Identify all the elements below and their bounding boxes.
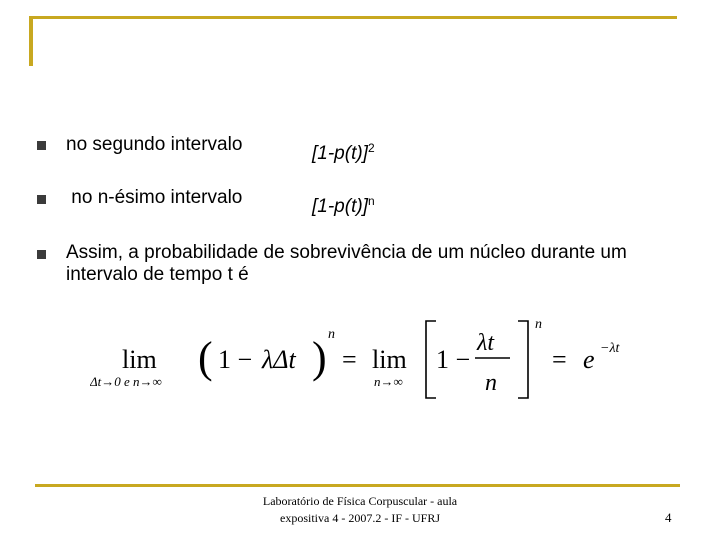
- bullet-2-label: no n-ésimo intervalo: [66, 187, 243, 208]
- equation-exponent-n-2: n: [535, 317, 542, 332]
- equation-one-minus: 1 −: [218, 345, 253, 374]
- bullet-icon: [37, 250, 46, 259]
- bullet-2-formula: [312, 190, 375, 218]
- equation-exponent-n: n: [328, 327, 335, 342]
- equation-lim-right: lim: [372, 345, 407, 374]
- equation-lim-right-subscript: n→∞: [374, 374, 403, 389]
- footer-line-1: Laboratório de Física Corpuscular - aula: [262, 494, 458, 508]
- footer-line-2: expositiva 4 - 2007.2 - IF - UFRJ: [280, 511, 440, 525]
- equation-lambda-dt: λΔt: [262, 345, 296, 374]
- equation-equals-1: =: [342, 345, 357, 374]
- formula-text: [1-p(t)]: [312, 196, 368, 217]
- bullet-icon: [37, 141, 46, 150]
- decorative-frame-left: [29, 16, 33, 66]
- decorative-frame-bottom: [35, 484, 680, 487]
- bullet-1-formula: [312, 137, 375, 165]
- decorative-frame-top: [29, 16, 677, 19]
- equation-denominator: n: [485, 370, 497, 396]
- footer: [255, 493, 465, 527]
- equation-numerator: λt: [477, 330, 495, 356]
- equation-paren-close: ): [312, 333, 327, 382]
- bullet-icon: [37, 195, 46, 204]
- equation-paren-open: (: [198, 333, 213, 382]
- equation-lim-left-subscript: Δt→0 e n→∞: [90, 374, 162, 389]
- formula-text: [1-p(t)]: [312, 143, 368, 164]
- survival-probability-equation: [90, 310, 650, 405]
- bullet-3-text: Assim, a probabilidade de sobrevivência de um núcleo durante um intervalo de tempo t é: [66, 242, 627, 285]
- equation-bracket-close: [518, 321, 528, 398]
- equation-bracket-open: [426, 321, 436, 398]
- equation-lim-left: lim: [122, 345, 157, 374]
- bullet-1-label: no segundo intervalo: [66, 134, 243, 155]
- equation-one-minus-2: 1 −: [436, 345, 471, 374]
- equation-e: e: [583, 345, 595, 374]
- formula-exponent: n: [367, 194, 375, 208]
- page-number: 4: [665, 510, 672, 525]
- formula-exponent: 2: [367, 141, 375, 155]
- equation-equals-2: =: [552, 345, 567, 374]
- equation-e-exponent: −λt: [600, 341, 620, 356]
